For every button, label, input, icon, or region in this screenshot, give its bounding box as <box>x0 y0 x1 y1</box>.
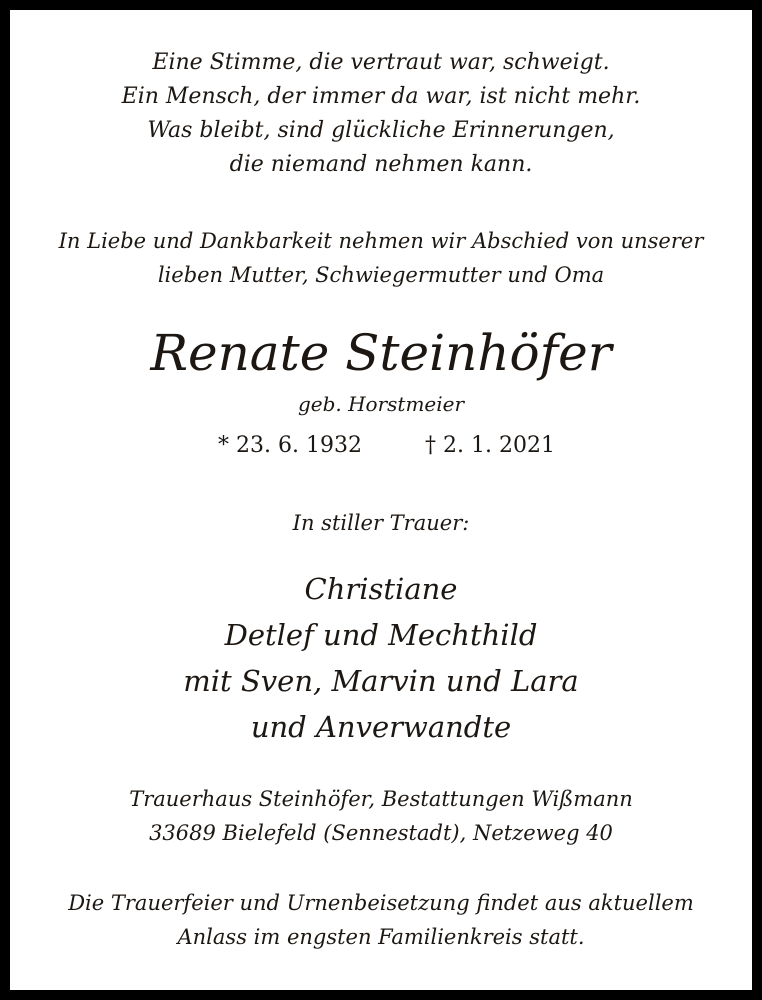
intro-line: In Liebe und Dankbarkeit nehmen wir Abschied von unserer <box>58 229 704 253</box>
mourner-line: mit Sven, Marvin und Lara <box>183 664 579 698</box>
farewell-intro <box>10 224 752 292</box>
address-line: 33689 Bielefeld (Sennestadt), Netzeweg 40 <box>149 821 613 845</box>
memorial-poem <box>10 46 752 182</box>
poem-line: Ein Mensch, der immer da war, ist nicht mehr. <box>121 84 641 109</box>
death-date: † 2. 1. 2021 <box>425 433 555 458</box>
obituary-notice <box>10 10 752 990</box>
note-line: Anlass im engsten Familienkreis statt. <box>177 925 585 949</box>
note-line: Die Trauerfeier und Urnenbeisetzung findet aus aktuellem <box>68 891 694 915</box>
mourner-line: und Anverwandte <box>250 710 512 744</box>
ceremony-note <box>10 886 752 954</box>
poem-line: Was bleibt, sind glückliche Erinnerungen, <box>147 118 615 143</box>
mourner-line: Detlef und Mechthild <box>224 618 538 652</box>
mourning-label: In stiller Trauer: <box>292 511 470 535</box>
life-dates <box>10 430 752 462</box>
deceased-name: Renate Steinhöfer <box>150 324 612 382</box>
intro-line: lieben Mutter, Schwiegermutter und Oma <box>157 263 605 287</box>
mourner-line: Christiane <box>304 572 458 606</box>
address-line: Trauerhaus Steinhöfer, Bestattungen Wißmann <box>129 787 633 811</box>
mourning-house-address <box>10 782 752 850</box>
poem-line: die niemand nehmen kann. <box>229 152 533 177</box>
mourners-list <box>10 566 752 750</box>
poem-line: Eine Stimme, die vertraut war, schweigt. <box>152 50 610 75</box>
birth-date: * 23. 6. 1932 <box>218 433 362 458</box>
maiden-name: geb. Horstmeier <box>297 392 465 416</box>
